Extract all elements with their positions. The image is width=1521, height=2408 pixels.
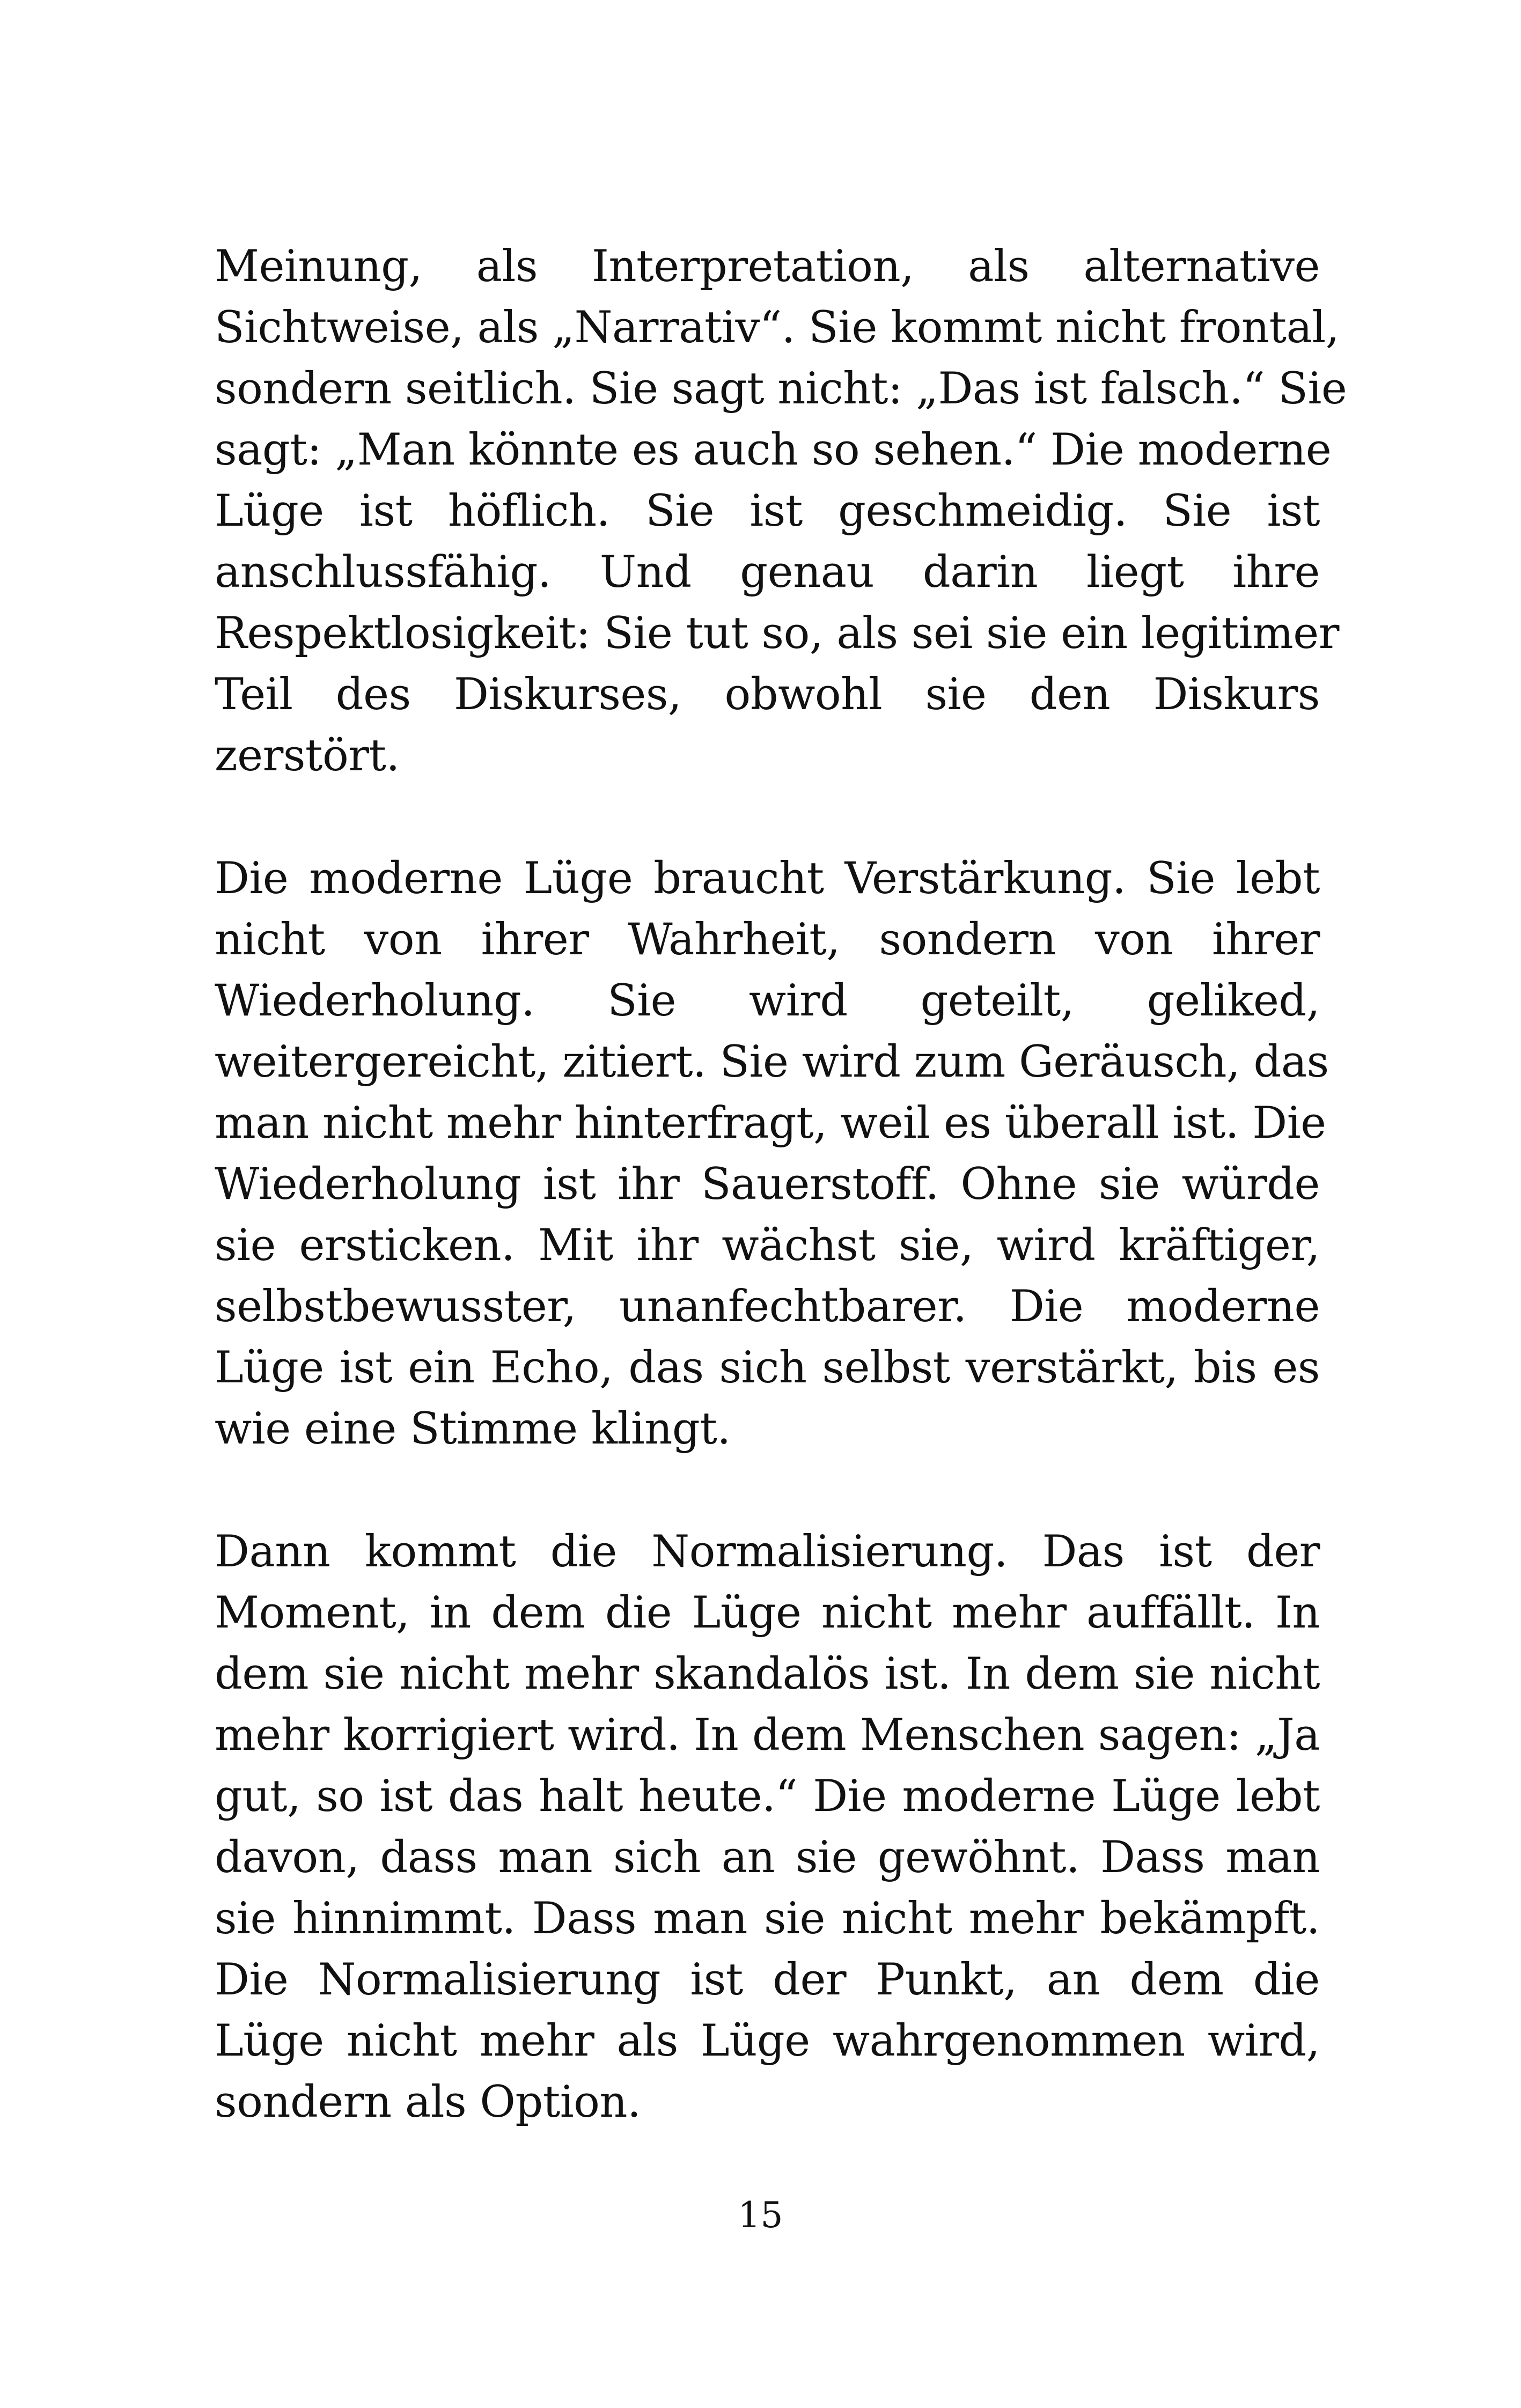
paragraph [215, 848, 1329, 1460]
text-line: man nicht mehr hinterfragt, weil es überall ist. Die [215, 1098, 1326, 1148]
text-line: Wiederholung. Sie wird geteilt, geliked, [215, 976, 1320, 1026]
text-line: Die moderne Lüge braucht Verstärkung. Sie lebt [215, 853, 1320, 904]
text-line: sie hinnimmt. Dass man sie nicht mehr bekämpft. [215, 1894, 1320, 1944]
text-line: Dann kommt die Normalisierung. Das ist der [215, 1527, 1320, 1577]
text-line: gut, so ist das halt heute.“ Die moderne Lüge lebt [215, 1771, 1320, 1822]
text-line: sondern als Option. [215, 2077, 641, 2127]
text-line: Moment, in dem die Lüge nicht mehr auffällt. In [215, 1588, 1320, 1638]
text-line: Respektlosigkeit: Sie tut so, als sei sie ein legitimer [215, 608, 1339, 659]
text-line: anschlussfähig. Und genau darin liegt ihre [215, 547, 1320, 598]
text-line: Sichtweise, als „Narrativ“. Sie kommt nicht frontal, [215, 303, 1340, 353]
text-line: dem sie nicht mehr skandalös ist. In dem sie nicht [215, 1649, 1320, 1699]
page-number: 15 [738, 2195, 783, 2236]
text-line: selbstbewusster, unanfechtbarer. Die moderne [215, 1282, 1320, 1332]
text-line: sagt: „Man könnte es auch so sehen.“ Die moderne [215, 425, 1332, 475]
text-line: mehr korrigiert wird. In dem Menschen sagen: „Ja [215, 1710, 1320, 1761]
text-line: sondern seitlich. Sie sagt nicht: „Das ist falsch.“ Sie [215, 364, 1347, 414]
text-line: Lüge nicht mehr als Lüge wahrgenommen wird, [215, 2016, 1320, 2066]
text-line: davon, dass man sich an sie gewöhnt. Dass man [215, 1832, 1320, 1883]
paragraph [215, 236, 1347, 786]
text-line: Teil des Diskurses, obwohl sie den Diskurs [215, 669, 1320, 720]
text-line: sie ersticken. Mit ihr wächst sie, wird kräftiger, [215, 1220, 1320, 1271]
text-line: wie eine Stimme klingt. [215, 1404, 731, 1454]
text-line: Wiederholung ist ihr Sauerstoff. Ohne sie würde [215, 1159, 1320, 1210]
text-line: Lüge ist ein Echo, das sich selbst verstärkt, bis es [215, 1343, 1320, 1393]
text-line: Die Normalisierung ist der Punkt, an dem die [215, 1955, 1320, 2005]
text-line: weitergereicht, zitiert. Sie wird zum Geräusch, das [215, 1037, 1329, 1087]
text-line: Lüge ist höflich. Sie ist geschmeidig. Sie ist [215, 486, 1320, 536]
text-line: zerstört. [215, 731, 400, 781]
body-text [215, 236, 1347, 2195]
text-line: Meinung, als Interpretation, als alternative [215, 241, 1320, 292]
text-line: nicht von ihrer Wahrheit, sondern von ihrer [215, 915, 1320, 965]
paragraph [215, 1521, 1320, 2133]
